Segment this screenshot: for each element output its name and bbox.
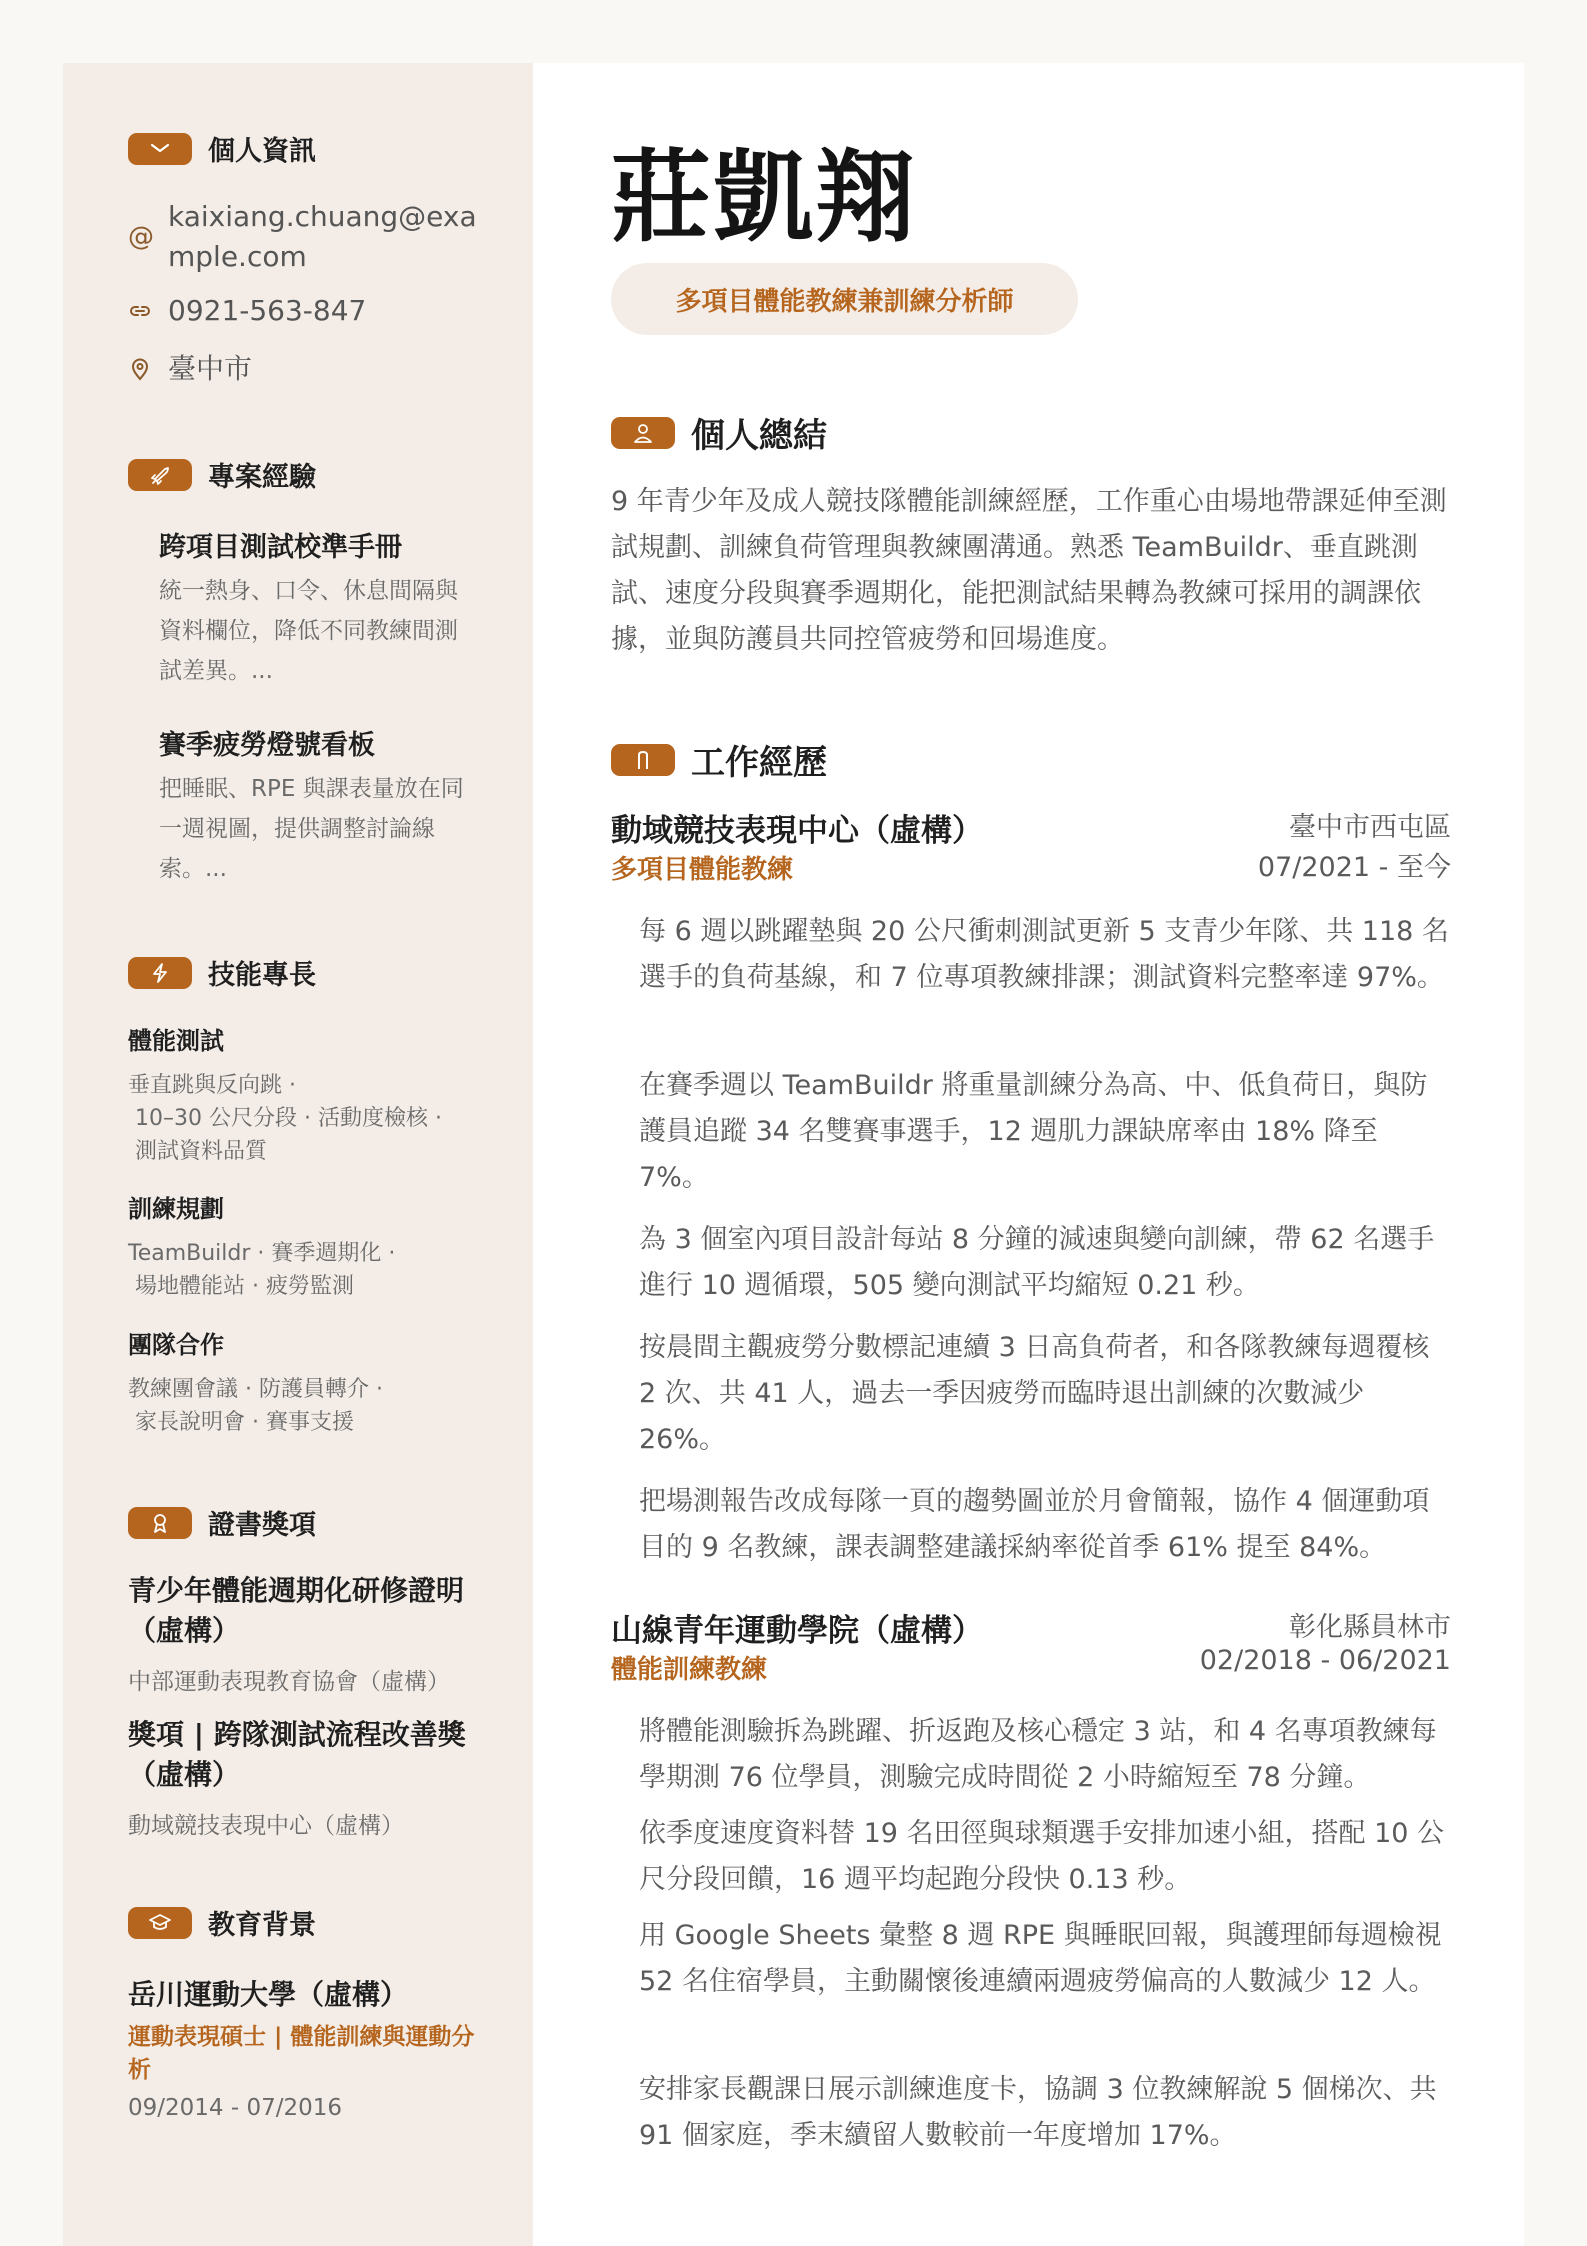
location-text: 臺中市 <box>168 352 253 385</box>
section-header-skills <box>128 953 316 992</box>
job-bullet: 按晨間主觀疲勞分數標記連續 3 日高負荷者，和各隊教練每週覆核 2 次、共 41 人，過去一季因疲勞而臨時退出訓練的次數減少 26%。 <box>639 1332 1430 1455</box>
school-name: 岳川運動大學（虛構） <box>128 1978 409 2011</box>
briefcase-icon <box>611 744 675 776</box>
phone-text: 0921-563-847 <box>168 294 367 327</box>
skill-line: 場地體能站 · 疲勞監測 <box>128 1274 354 1299</box>
job-role: 多項目體能教練 <box>611 855 794 885</box>
section-title: 教育背景 <box>208 1910 316 1941</box>
summary-text: 9 年青少年及成人競技隊體能訓練經歷，工作重心由場地帶課延伸至測試規劃、訓練負荷管理與教練團溝通。熟悉 TeamBuildr、垂直跳測試、速度分段與賽季週期化，能把測試結果轉為教練可採用的調課依據，並與防護員共同控管疲勞和回場進度。 <box>611 486 1447 655</box>
skill-group-title: 團隊合作 <box>128 1331 224 1359</box>
job-bullet: 把場測報告改成每隊一頁的趨勢圖並於月會簡報，協作 4 個運動項目的 9 名教練，課表調整建議採納率從首季 61% 提至 84%。 <box>639 1486 1430 1563</box>
section-header-work <box>611 735 827 784</box>
job-bullet: 用 Google Sheets 彙整 8 週 RPE 與睡眠回報，與護理師每週檢視 52 名住宿學員，主動關懷後連續兩週疲勞偏高的人數減少 12 人。 <box>639 1920 1442 1997</box>
project-description: 統一熱身、口令、休息間隔與資料欄位，降低不同教練間測試差異。... <box>159 578 458 684</box>
project-title: 跨項目測試校準手冊 <box>159 532 402 563</box>
project-title: 賽季疲勞燈號看板 <box>159 730 375 761</box>
section-title: 技能專長 <box>208 960 316 991</box>
section-header-education <box>128 1903 316 1942</box>
section-title: 個人總結 <box>691 416 827 456</box>
section-title: 個人資訊 <box>208 136 316 167</box>
sidebar <box>63 63 533 2246</box>
contact-email[interactable] <box>128 197 477 277</box>
job-bullet: 為 3 個室內項目設計每站 8 分鐘的減速與變向訓練，帶 62 名選手進行 10 週循環，505 變向測試平均縮短 0.21 秒。 <box>639 1224 1435 1301</box>
section-header-contact <box>128 129 316 168</box>
job-bullet: 在賽季週以 TeamBuildr 將重量訓練分為高、中、低負荷日，與防護員追蹤 34 名雙賽事選手，12 週肌力課缺席率由 18% 降至 7%。 <box>639 1070 1428 1193</box>
contact-location <box>128 349 252 393</box>
person-icon <box>611 417 675 449</box>
cert-issuer: 中部運動表現教育協會（虛構） <box>128 1669 450 1695</box>
skill-line: 垂直跳與反向跳 · <box>128 1073 296 1098</box>
skill-group-items <box>128 1069 488 1168</box>
resume-page <box>63 63 1524 2246</box>
job-bullet: 依季度速度資料替 19 名田徑與球類選手安排加速小組，搭配 10 公尺分段回饋，16 週平均起跑分段快 0.13 秒。 <box>639 1818 1445 1895</box>
award-icon <box>128 1507 192 1539</box>
skill-group-items <box>128 1373 488 1439</box>
mail-icon <box>128 133 192 165</box>
main-content <box>533 63 1524 2246</box>
candidate-name: 莊凱翔 <box>611 139 917 256</box>
skill-line: 測試資料品質 <box>128 1139 267 1164</box>
email-line-2: mple.com <box>168 240 307 273</box>
link-icon <box>128 291 168 335</box>
location-pin-icon <box>128 349 168 393</box>
skill-group-title: 體能測試 <box>128 1027 224 1055</box>
skill-line: 教練團會議 · 防護員轉介 · <box>128 1377 383 1402</box>
award-title: 獎項 | 跨隊測試流程改善獎（虛構） <box>128 1718 466 1791</box>
section-title: 工作經歷 <box>691 743 827 783</box>
section-header-projects <box>128 455 316 494</box>
award-issuer: 動域競技表現中心（虛構） <box>128 1813 404 1839</box>
job-company: 山線青年運動學院（虛構） <box>611 1613 983 1649</box>
job-title-badge: 多項目體能教練兼訓練分析師 <box>611 263 1078 335</box>
job-location: 彰化縣員林市 <box>1289 1612 1451 1643</box>
skill-line: 家長說明會 · 賽事支援 <box>128 1410 354 1435</box>
skill-line: 10–30 公尺分段 · 活動度檢核 · <box>128 1106 442 1131</box>
job-date: 02/2018 - 06/2021 <box>1199 1645 1451 1676</box>
skill-group-items <box>128 1237 488 1303</box>
skill-group-title: 訓練規劃 <box>128 1195 224 1223</box>
at-icon: @ <box>128 222 154 252</box>
job-bullet: 將體能測驗拆為跳躍、折返跑及核心穩定 3 站，和 4 名專項教練每學期測 76 位學員，測驗完成時間從 2 小時縮短至 78 分鐘。 <box>639 1716 1437 1793</box>
rocket-icon <box>128 459 192 491</box>
degree: 運動表現碩士 | 體能訓練與運動分析 <box>128 2024 475 2083</box>
contact-phone[interactable] <box>128 291 366 335</box>
job-role: 體能訓練教練 <box>611 1655 768 1685</box>
section-header-summary <box>611 408 827 457</box>
email-line-1: kaixiang.chuang@exa <box>168 200 477 233</box>
section-title: 證書獎項 <box>208 1510 316 1541</box>
cert-title: 青少年體能週期化研修證明（虛構） <box>128 1574 465 1647</box>
job-location: 臺中市西屯區 <box>1289 812 1451 843</box>
bolt-icon <box>128 957 192 989</box>
job-company: 動域競技表現中心（虛構） <box>611 813 983 849</box>
education-date: 09/2014 - 07/2016 <box>128 2095 343 2121</box>
graduation-cap-icon <box>128 1907 192 1939</box>
project-description: 把睡眠、RPE 與課表量放在同一週視圖，提供調整討論線索。... <box>159 776 464 882</box>
section-header-certs <box>128 1503 316 1542</box>
skill-line: TeamBuildr · 賽季週期化 · <box>128 1241 396 1266</box>
job-bullet: 安排家長觀課日展示訓練進度卡，協調 3 位教練解說 5 個梯次、共 91 個家庭，季末續留人數較前一年度增加 17%。 <box>639 2074 1437 2151</box>
job-bullet: 每 6 週以跳躍墊與 20 公尺衝刺測試更新 5 支青少年隊、共 118 名選手的負荷基線，和 7 位專項教練排課；測試資料完整率達 97%。 <box>639 916 1449 993</box>
job-date: 07/2021 - 至今 <box>1257 852 1451 883</box>
section-title: 專案經驗 <box>208 462 316 493</box>
